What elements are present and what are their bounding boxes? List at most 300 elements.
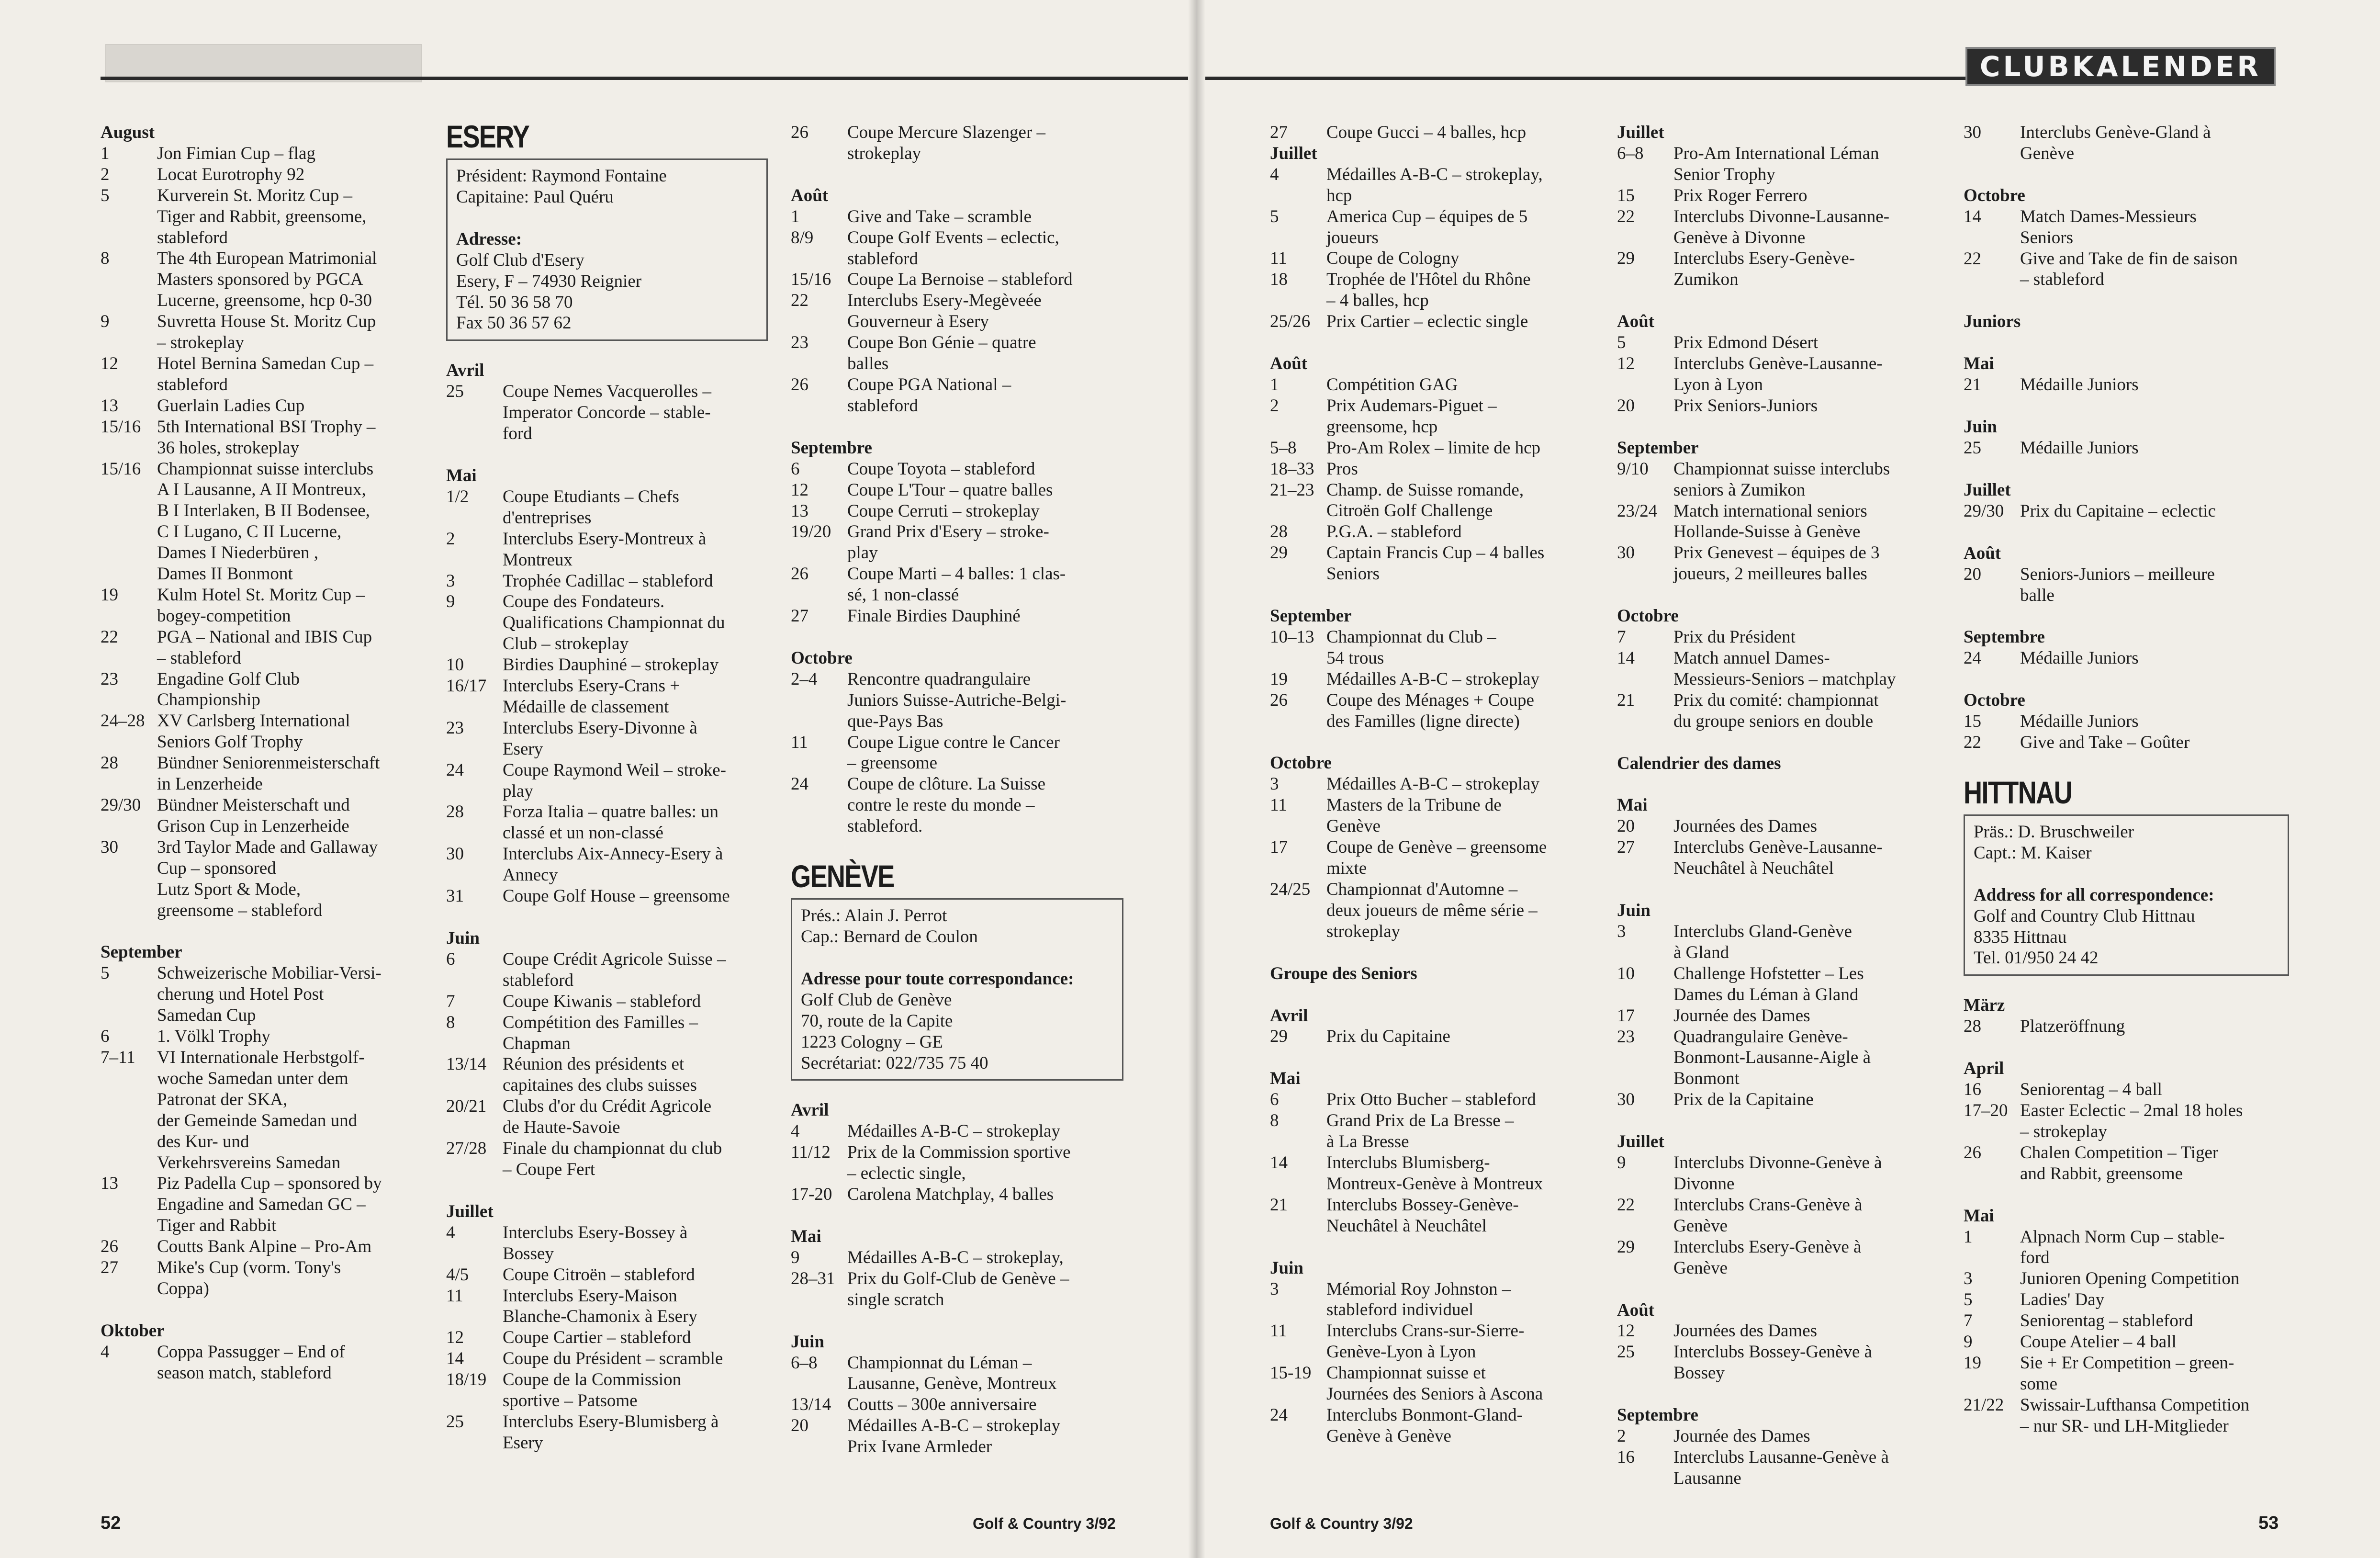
event-date <box>1964 1163 2020 1185</box>
event-date <box>1270 1426 1326 1447</box>
event-text: Coupe des Ménages + Coupe <box>1326 690 1534 710</box>
event-date: 19 <box>1964 1353 1981 1373</box>
event-date <box>101 732 157 753</box>
event-date <box>446 1159 503 1180</box>
event-row <box>101 1047 412 1068</box>
event-row-continued <box>101 1068 412 1089</box>
event-date <box>446 781 503 802</box>
event-row <box>1270 1279 1595 1300</box>
event-text: Bonmont-Lausanne-Aigle à <box>1673 1048 1871 1068</box>
column-engadine <box>101 122 412 1384</box>
event-date: 29/30 <box>101 795 141 815</box>
event-row-continued <box>1964 227 2289 248</box>
event-date: 1 <box>1270 374 1279 395</box>
address-line: Golf and Country Club Hittnau <box>1974 906 2195 926</box>
address-line: Tél. 50 36 58 70 <box>456 292 573 312</box>
event-row-continued <box>101 816 412 837</box>
event-text: sportive – Patsome <box>503 1391 638 1411</box>
event-text: Give and Take – scramble <box>847 206 1032 226</box>
event-date <box>446 1433 503 1454</box>
event-date: 22 <box>1617 206 1635 226</box>
event-text: capitaines des clubs suisses <box>503 1075 697 1095</box>
event-text: Médaille Juniors <box>2020 711 2139 732</box>
event-row-continued <box>101 879 412 900</box>
event-text: Coupe La Bernoise – stableford <box>847 270 1073 290</box>
event-date: 12 <box>791 480 808 500</box>
event-date: 8 <box>446 1012 455 1032</box>
event-text: – nur SR- und LH-Mitglieder <box>2020 1416 2229 1436</box>
event-date <box>446 402 503 423</box>
event-date <box>1617 564 1673 585</box>
event-row-continued <box>446 970 768 991</box>
event-row-continued <box>1270 1384 1595 1405</box>
event-text: de Haute-Savoie <box>503 1118 620 1138</box>
event-date <box>1964 1416 2020 1437</box>
section-heading: Juniors <box>1964 312 2021 332</box>
event-date <box>1617 1258 1673 1279</box>
event-text: Juniors Suisse-Autriche-Belgi- <box>847 690 1067 710</box>
event-text: Interclubs Esery-Bossey à <box>503 1222 688 1242</box>
event-date <box>1270 417 1326 438</box>
event-text: Neuchâtel à Neuchâtel <box>1673 858 1834 879</box>
event-text: strokeplay <box>847 143 921 163</box>
event-date <box>101 564 157 585</box>
event-list <box>1617 332 1942 417</box>
event-list <box>1964 501 2289 522</box>
club-title: GENÈVE <box>791 858 894 894</box>
month-heading: Juillet <box>1617 1132 1664 1152</box>
event-date <box>1270 1384 1326 1405</box>
event-date <box>1617 227 1673 248</box>
event-row <box>1964 374 2289 395</box>
event-text: Lutz Sport & Mode, <box>157 879 301 899</box>
event-date: 9 <box>101 312 110 332</box>
event-text: Interclubs Genève-Lausanne- <box>1673 837 1883 858</box>
event-text: Réunion des présidents et <box>503 1054 685 1074</box>
event-text: Give and Take – Goûter <box>2020 733 2190 753</box>
event-date <box>791 311 847 332</box>
event-list <box>446 949 768 1180</box>
event-date <box>1964 585 2020 606</box>
event-date <box>101 1131 157 1152</box>
event-date <box>791 143 847 164</box>
event-row <box>1270 1195 1595 1216</box>
event-row <box>791 564 1123 585</box>
event-date: 11 <box>791 732 808 752</box>
month-heading: Octobre <box>1270 753 1332 773</box>
event-date <box>1617 374 1673 395</box>
event-row-continued <box>446 1390 768 1411</box>
event-text: 1. Völkl Trophy <box>157 1027 270 1047</box>
event-row-continued <box>1617 564 1942 585</box>
event-text: Esery <box>503 739 543 759</box>
event-text: Interclubs Esery-Maison <box>503 1286 677 1306</box>
month-heading: Octobre <box>1964 690 2025 711</box>
event-text: PGA – National and IBIS Cup <box>157 627 372 647</box>
event-text: ford <box>2020 1248 2050 1268</box>
event-row-continued <box>101 1089 412 1110</box>
event-date <box>101 374 157 395</box>
event-row-continued <box>101 564 412 585</box>
address-label: Adresse pour toute correspondance: <box>801 969 1074 989</box>
month-heading: Août <box>1617 312 1655 332</box>
event-text: stableford. <box>847 816 923 836</box>
event-row-continued <box>446 739 768 760</box>
event-text: Prix Cartier – eclectic single <box>1326 312 1528 332</box>
event-row <box>1270 395 1595 417</box>
event-date: 31 <box>446 886 464 906</box>
event-date: 13/14 <box>791 1395 831 1415</box>
event-text: Interclubs Genève-Gland à <box>2020 123 2211 142</box>
event-row-continued <box>101 479 412 500</box>
event-date: 3 <box>1964 1269 1973 1289</box>
event-text: Seniors <box>1326 564 1380 584</box>
event-text: Champ. de Suisse romande, <box>1326 480 1524 500</box>
event-text: season match, stableford <box>157 1363 332 1383</box>
event-row <box>1270 164 1595 185</box>
event-row-continued <box>1964 143 2289 164</box>
event-list <box>1617 1152 1942 1278</box>
event-date: 23 <box>791 333 808 353</box>
event-row <box>1270 669 1595 690</box>
event-text: Bossey <box>1673 1363 1725 1383</box>
event-date: 6 <box>791 459 800 479</box>
event-text: Coupe de Cologny <box>1326 248 1459 269</box>
event-date <box>101 542 157 564</box>
event-row <box>1270 480 1595 501</box>
event-text: Chalen Competition – Tiger <box>2020 1142 2219 1163</box>
event-text: Interclubs Esery-Blumisberg à <box>503 1411 719 1432</box>
event-date: 15-19 <box>1270 1363 1312 1383</box>
event-date <box>1270 858 1326 879</box>
event-list <box>1964 1227 2289 1437</box>
event-list <box>101 1342 412 1384</box>
page-gutter <box>1188 0 1205 1558</box>
month-heading: Juin <box>446 928 480 948</box>
month-heading: Juillet <box>1964 480 2011 500</box>
event-row <box>1617 690 1942 711</box>
event-date: 6 <box>446 949 455 969</box>
event-row-continued <box>101 900 412 921</box>
month-heading: Août <box>1617 1300 1655 1320</box>
event-text: Montreux-Genève à Montreux <box>1326 1174 1543 1194</box>
event-date <box>791 1373 847 1394</box>
event-row-continued <box>446 1117 768 1138</box>
event-text: stableford individuel <box>1326 1300 1474 1320</box>
event-list <box>1964 438 2289 459</box>
event-date: 14 <box>1964 206 1981 226</box>
event-row <box>446 1264 768 1286</box>
event-date: 7 <box>446 991 455 1011</box>
event-row-continued <box>791 311 1123 332</box>
club-president: Präs.: D. Bruschweiler <box>1974 822 2134 842</box>
event-text: Coupe Golf House – greensome <box>503 886 730 906</box>
event-date: 22 <box>791 291 808 311</box>
club-info-box <box>1964 814 2289 976</box>
event-row <box>1270 795 1595 816</box>
event-date <box>101 521 157 542</box>
event-text: du groupe seniors en double <box>1673 711 1874 731</box>
event-row <box>446 486 768 508</box>
event-text: stableford <box>157 227 228 248</box>
event-date <box>1617 1047 1673 1068</box>
event-row-continued <box>1270 1216 1595 1237</box>
event-row-continued <box>1270 227 1595 248</box>
event-date: 1/2 <box>446 486 469 507</box>
event-row <box>101 753 412 774</box>
event-date: 12 <box>446 1328 464 1348</box>
club-info-box <box>446 158 768 341</box>
event-row <box>1270 521 1595 542</box>
event-row-continued <box>101 689 412 711</box>
club-captain: Capitaine: Paul Quéru <box>456 187 614 207</box>
event-date <box>446 823 503 844</box>
event-row <box>791 1394 1123 1415</box>
event-row-continued <box>1617 1468 1942 1489</box>
event-date <box>446 697 503 718</box>
event-date: 6 <box>101 1027 110 1047</box>
event-row <box>1270 1110 1595 1131</box>
event-text: joueurs, 2 meilleures balles <box>1673 564 1867 584</box>
event-row <box>1270 206 1595 227</box>
event-row-continued <box>1964 585 2289 606</box>
club-captain: Capt.: M. Kaiser <box>1974 843 2092 863</box>
address-line: Tel. 01/950 24 42 <box>1974 948 2099 968</box>
event-date <box>446 633 503 655</box>
event-row <box>1617 627 1942 648</box>
event-date <box>1964 1374 2020 1395</box>
event-text: Genève <box>1673 1258 1728 1278</box>
event-row-continued <box>101 1363 412 1384</box>
event-text: Tiger and Rabbit, greensome, <box>157 206 367 226</box>
month-heading: Août <box>1270 354 1308 374</box>
event-text: Médailles A-B-C – strokeplay <box>1326 669 1539 689</box>
event-date: 24/25 <box>1270 879 1311 899</box>
event-text: Compétition GAG <box>1326 374 1458 395</box>
event-date: 2 <box>1270 395 1279 416</box>
month-heading: Septembre <box>791 438 872 458</box>
event-date <box>791 753 847 774</box>
event-list <box>1270 1089 1595 1236</box>
event-date: 13/14 <box>446 1054 487 1074</box>
event-text: Interclubs Divonne-Lausanne- <box>1673 206 1890 226</box>
event-text: Schweizerische Mobiliar-Versi- <box>157 963 382 983</box>
event-date: 29 <box>1270 543 1288 563</box>
event-text: Engadine Golf Club <box>157 669 300 689</box>
address-line: Secrétariat: 022/735 75 40 <box>801 1053 988 1073</box>
event-text: Chapman <box>503 1033 571 1053</box>
event-text: Easter Eclectic – 2mal 18 holes <box>2020 1101 2243 1120</box>
event-row <box>446 1327 768 1348</box>
event-row <box>791 1353 1123 1374</box>
event-row-continued <box>101 1278 412 1299</box>
event-date <box>1270 711 1326 732</box>
event-row-continued <box>1617 521 1942 542</box>
event-row <box>1617 1237 1942 1258</box>
event-date <box>101 269 157 290</box>
event-text: des Familles (ligne directe) <box>1326 711 1520 731</box>
event-text: B I Interlaken, B II Bodensee, <box>157 501 370 521</box>
event-row-continued <box>1617 711 1942 732</box>
event-text: and Rabbit, greensome <box>2020 1163 2183 1184</box>
event-date: 7 <box>1964 1311 1973 1331</box>
event-row <box>101 143 412 164</box>
event-row-continued <box>101 858 412 879</box>
event-text: Forza Italia – quatre balles: un <box>503 802 719 822</box>
event-row <box>1617 1005 1942 1027</box>
event-text: Médailles A-B-C – strokeplay <box>847 1416 1060 1436</box>
event-row <box>1270 627 1595 648</box>
event-text: – strokeplay <box>157 333 244 353</box>
event-row <box>791 501 1123 522</box>
event-row <box>101 311 412 332</box>
event-text: Journées des Dames <box>1673 816 1818 836</box>
event-list <box>1964 564 2289 606</box>
event-date: 28–31 <box>791 1268 835 1288</box>
event-date: 4 <box>1270 164 1279 184</box>
event-text: Coupe Nemes Vacquerolles – <box>503 382 712 402</box>
event-row <box>446 1222 768 1243</box>
event-text: stableford <box>157 374 228 395</box>
event-row-continued <box>791 395 1123 417</box>
event-row <box>101 417 412 438</box>
event-row-continued <box>1270 500 1595 521</box>
event-date: 21–23 <box>1270 480 1314 500</box>
month-heading: Juillet <box>1270 143 1317 163</box>
event-text: Cup – sponsored <box>157 858 276 878</box>
event-list <box>791 1121 1123 1205</box>
event-list <box>101 143 412 921</box>
event-text: C I Lugano, C II Lucerne, <box>157 522 342 542</box>
month-heading: März <box>1964 995 2005 1016</box>
event-date <box>1617 1174 1673 1195</box>
event-text: Swissair-Lufthansa Competition <box>2020 1395 2250 1415</box>
event-row-continued <box>1270 417 1595 438</box>
event-text: Interclubs Bossey-Genève- <box>1326 1195 1519 1215</box>
event-text: balle <box>2020 585 2054 605</box>
event-row <box>101 585 412 606</box>
event-row <box>791 669 1123 690</box>
event-date: 4 <box>101 1342 110 1362</box>
event-row <box>791 374 1123 395</box>
event-text: que-Pays Bas <box>847 711 943 731</box>
event-text: Coupe Gucci – 4 balles, hcp <box>1326 123 1527 142</box>
event-text: Coutts Bank Alpine – Pro-Am <box>157 1237 372 1257</box>
event-date <box>1617 942 1673 963</box>
section-heading: Calendrier des dames <box>1617 753 1781 773</box>
club-president: Président: Raymond Fontaine <box>456 166 667 186</box>
event-date: 9 <box>1617 1153 1626 1173</box>
event-date <box>446 423 503 444</box>
event-row <box>1617 963 1942 984</box>
event-text: Suvretta House St. Moritz Cup <box>157 312 376 332</box>
event-text: Journée des Dames <box>1673 1005 1810 1026</box>
event-row-continued <box>791 585 1123 606</box>
event-row <box>101 963 412 984</box>
event-date: 18–33 <box>1270 459 1314 479</box>
event-row-continued <box>1964 1163 2289 1185</box>
event-text: Sie + Er Competition – green- <box>2020 1353 2234 1373</box>
event-date: 21 <box>1964 375 1981 395</box>
event-text: Trophée Cadillac – stableford <box>503 571 713 591</box>
event-row-continued <box>101 332 412 353</box>
event-text: Club – strokeplay <box>503 634 629 654</box>
event-text: 3rd Taylor Made and Gallaway <box>157 837 378 857</box>
event-date: 22 <box>1964 733 1981 753</box>
section-heading: Groupe des Seniors <box>1270 963 1417 983</box>
event-row <box>1617 185 1942 206</box>
event-date <box>101 500 157 521</box>
event-date: 17–20 <box>1964 1101 2008 1120</box>
address-line: Fax 50 36 57 62 <box>456 313 572 333</box>
event-text: Montreux <box>503 550 573 570</box>
event-date: 8/9 <box>791 227 814 248</box>
event-date: 19 <box>101 585 118 605</box>
event-row <box>791 1184 1123 1205</box>
month-heading: Mai <box>1270 1069 1301 1089</box>
event-row <box>791 290 1123 311</box>
event-text: Coupe Etudiants – Chefs <box>503 486 679 507</box>
event-list <box>1270 627 1595 732</box>
event-date: 17-20 <box>791 1185 832 1205</box>
event-row-continued <box>446 697 768 718</box>
event-text: Coupe Ligue contre le Cancer <box>847 732 1060 752</box>
event-date: 30 <box>1617 543 1635 563</box>
event-date: 24 <box>1270 1405 1288 1425</box>
event-text: Engadine and Samedan GC – <box>157 1195 366 1215</box>
event-list <box>446 1222 768 1454</box>
event-date: 29 <box>1617 1237 1635 1257</box>
event-text: Coupe Golf Events – eclectic, <box>847 227 1059 248</box>
event-date: 14 <box>446 1349 464 1369</box>
event-row <box>1617 1447 1942 1468</box>
event-text: Tiger and Rabbit <box>157 1216 277 1236</box>
column-esery <box>446 119 768 1454</box>
month-heading: Mai <box>1964 1206 1994 1226</box>
event-date <box>101 900 157 921</box>
event-text: 5th International BSI Trophy – <box>157 417 376 437</box>
event-row-continued <box>1617 269 1942 290</box>
event-date: 11 <box>1270 248 1287 269</box>
club-title: ESERY <box>446 119 529 154</box>
event-date: 27 <box>791 606 808 626</box>
page-number-left: 52 <box>101 1513 121 1533</box>
event-date <box>791 542 847 564</box>
event-text: Médaille Juniors <box>2020 375 2139 395</box>
event-date: 24 <box>791 774 808 794</box>
event-row-continued <box>791 711 1123 732</box>
event-row <box>1617 542 1942 564</box>
event-row <box>791 606 1123 627</box>
event-row <box>1964 1353 2289 1374</box>
event-text: à La Bresse <box>1326 1132 1409 1152</box>
event-row-continued <box>1617 1174 1942 1195</box>
event-date: 1 <box>791 206 800 226</box>
event-row <box>101 1257 412 1278</box>
event-date <box>446 508 503 529</box>
event-text: Genève à Genève <box>1326 1426 1451 1446</box>
event-text: Pros <box>1326 459 1358 479</box>
event-text: Prix du comité: championnat <box>1673 690 1879 710</box>
event-text: Coupe Mercure Slazenger – <box>847 123 1046 142</box>
event-row-continued <box>791 248 1123 270</box>
event-text: Masters sponsored by PGCA <box>157 270 363 290</box>
event-row-continued <box>1270 648 1595 669</box>
event-row <box>1617 837 1942 858</box>
event-text: Masters de la Tribune de <box>1326 795 1502 815</box>
event-date: 5 <box>1617 333 1626 353</box>
event-date: 25 <box>1964 438 1981 458</box>
